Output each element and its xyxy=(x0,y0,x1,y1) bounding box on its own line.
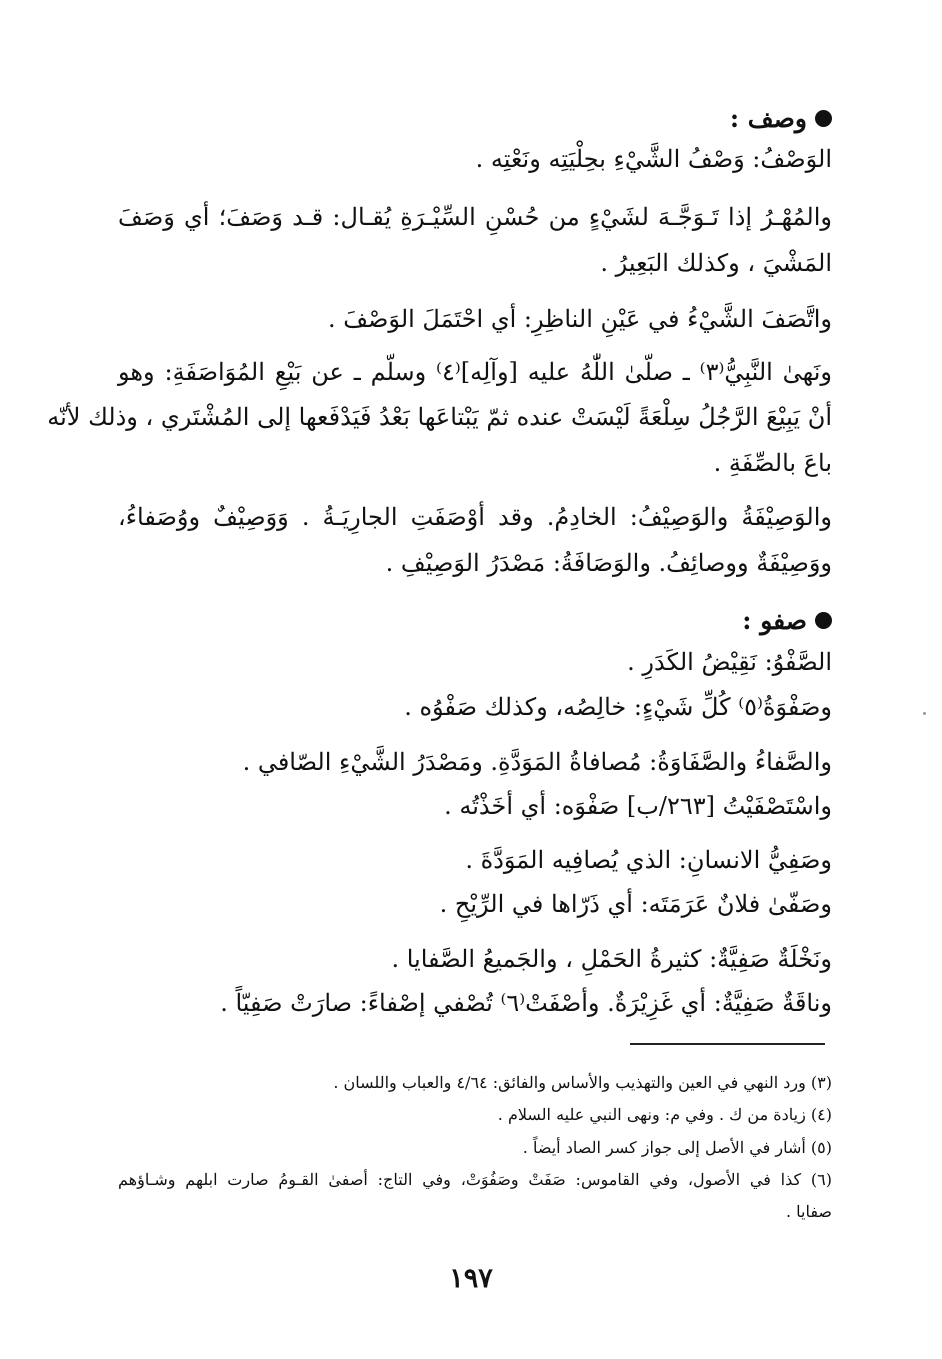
footnote: (٤) زيادة من ك . وفي م: ونهى النبي عليه السلام . xyxy=(497,1105,832,1124)
footnote: (٦) كذا في الأصول، وفي القاموس: صَفَتْ وصَفُوَتْ، وفي التاج: أصفىٰ القـومُ صارت ابلهم وشـاؤهم xyxy=(118,1170,832,1189)
entry-heading-wasf xyxy=(730,104,832,133)
footnote: (٣) ورد النهي في العين والتهذيب والأساس والفائق: ٤/٦٤ والعباب واللسان . xyxy=(333,1073,832,1092)
text-line: باعَ بالصِّفَةِ . xyxy=(713,449,832,477)
text-line: وصَفّىٰ فلانٌ عَرَمَتَه: أي ذَرّاها في الرِّيْحِ . xyxy=(439,890,832,918)
text-line: واتَّصَفَ الشَّيْءُ في عَيْنِ الناظِرِ: أي احْتَمَلَ الوَصْفَ . xyxy=(327,305,832,333)
footnote-continuation: صفايا . xyxy=(785,1202,832,1221)
bullet-icon xyxy=(815,110,832,127)
text-line: ونَهىٰ النَّبِيُّ⁽٣⁾ ـ صلّىٰ اللّٰهُ عليه [وآلِه]⁽٤⁾ وسلّم ـ عن بَيْعِ المُوَاصَفَةِ: وهو xyxy=(118,358,832,386)
text-line: وصَفِيُّ الانسانِ: الذي يُصافِيه المَوَدَّةَ . xyxy=(465,846,832,874)
text-line: المَشْيَ ، وكذلك البَعِيرُ . xyxy=(600,249,832,277)
entry-heading-text: وصف : xyxy=(729,104,807,133)
text-line: واسْتَصْفَيْتُ [٢٦٣/ب] صَفْوَه: أي أخَذْتُه . xyxy=(444,792,832,820)
scan-speck xyxy=(923,712,926,715)
page-number: ١٩٧ xyxy=(449,1263,493,1294)
text-line: والصَّفاءُ والصَّفَاوَةُ: مُصافاةُ المَوَدَّةِ. ومَصْدَرُ الشَّيْءِ الصّافي . xyxy=(242,748,832,776)
text-line: الوَصْفُ: وَصْفُ الشَّيْءِ بحِلْيَتِه ونَعْتِه . xyxy=(475,145,832,173)
text-line: وصَفْوَةُ⁽٥⁾ كُلِّ شَيْءٍ: خالِصُه، وكذلك صَفْوُه . xyxy=(404,693,832,721)
entry-heading-safw xyxy=(742,606,832,635)
text-line: والمُهْـرُ إذا تَـوَجَّـهَ لشَيْءٍ من حُسْنِ السِّيْـرَةِ يُقـال: قـد وَصَفَ؛ أي وَصَفَ xyxy=(118,203,832,231)
text-line: الصَّفْوُ: نَقِيْضُ الكَدَرِ . xyxy=(627,648,832,676)
entry-heading-text: صفو : xyxy=(742,606,807,635)
footnote: (٥) أشار في الأصل إلى جواز كسر الصاد أيضاً . xyxy=(522,1138,832,1157)
text-line: والوَصِيْفَةُ والوَصِيْفُ: الخادِمُ. وقد أوْصَفَتِ الجارِيَـةُ . وَوَصِيْفٌ ووُصَفاءُ، xyxy=(118,503,832,531)
text-line: وناقَةٌ صَفِيَّةٌ: أي غَزِيْرَةٌ. وأصْفَتْ⁽٦⁾ تُصْفي إصْفاءً: صارَتْ صَفِيّاً . xyxy=(220,989,832,1017)
footnote-separator xyxy=(630,1043,825,1045)
bullet-icon xyxy=(815,612,832,629)
text-line: ونَخْلَةٌ صَفِيَّةٌ: كثيرةُ الحَمْلِ ، والجَميعُ الصَّفايا . xyxy=(391,945,832,973)
text-line: ووَصِيْفَةٌ ووصائِفُ. والوَصَافَةُ: مَصْدَرُ الوَصِيْفِ . xyxy=(385,549,832,577)
text-line: أنْ يَبِيْعَ الرَّجُلُ سِلْعَةً لَيْسَتْ عنده ثمّ يَبْتاعَها بَعْدُ فَيَدْفَعها إلى المُشْتَري ، وذلك لأنّه xyxy=(47,403,832,431)
